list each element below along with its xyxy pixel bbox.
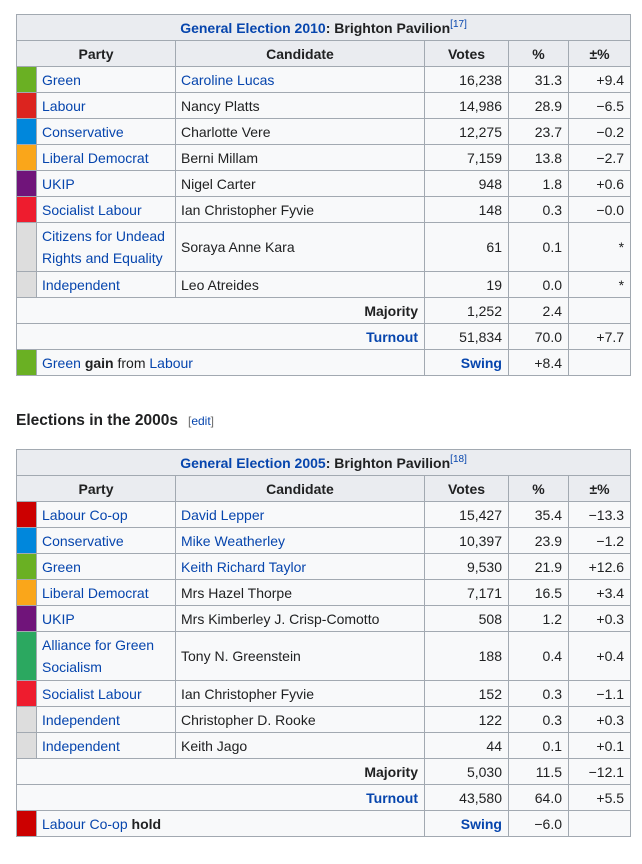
turnout-percent: 64.0	[509, 785, 569, 811]
party-link[interactable]: Independent	[42, 737, 120, 754]
party-color-swatch	[17, 145, 37, 171]
party-link[interactable]: Independent	[42, 276, 120, 293]
reference-link[interactable]: [17]	[450, 18, 467, 30]
party-link[interactable]: Independent	[42, 711, 120, 728]
edit-bracket-open: [	[187, 414, 192, 428]
party-color-swatch	[17, 119, 37, 145]
party-cell	[37, 681, 176, 707]
party-color-swatch	[17, 580, 37, 606]
candidate-row	[17, 528, 631, 554]
header-change: ±%	[569, 476, 631, 502]
change-cell: +9.4	[569, 67, 631, 93]
candidate-name: Mrs Kimberley J. Crisp-Comotto	[181, 610, 380, 627]
candidate-cell	[176, 707, 425, 733]
votes-cell: 148	[425, 197, 509, 223]
party-color-swatch	[17, 93, 37, 119]
result-word: gain	[84, 354, 114, 371]
party-cell	[37, 733, 176, 759]
party-color-swatch	[17, 554, 37, 580]
majority-label: Majority	[17, 298, 425, 324]
election-2010-table	[16, 14, 631, 376]
section-title: Elections in the 2000s	[16, 412, 178, 429]
party-link[interactable]: Conservative	[42, 123, 124, 140]
party-color-swatch	[17, 811, 37, 837]
candidate-cell	[176, 197, 425, 223]
party-color-swatch	[17, 171, 37, 197]
votes-cell: 10,397	[425, 528, 509, 554]
percent-cell: 0.1	[509, 223, 569, 272]
party-link[interactable]: Alliance for Green Socialism	[42, 637, 155, 675]
percent-cell: 16.5	[509, 580, 569, 606]
votes-cell: 12,275	[425, 119, 509, 145]
party-color-swatch	[17, 197, 37, 223]
candidate-name: Ian Christopher Fyvie	[181, 685, 315, 702]
candidate-name: Soraya Anne Kara	[181, 239, 295, 255]
turnout-change: +5.5	[569, 785, 631, 811]
turnout-votes: 43,580	[425, 785, 509, 811]
candidate-row	[17, 502, 631, 528]
party-cell	[37, 632, 176, 681]
party-link[interactable]: Labour	[42, 97, 86, 114]
result-row	[17, 350, 631, 376]
header-candidate: Candidate	[176, 41, 425, 67]
majority-votes: 1,252	[425, 298, 509, 324]
majority-percent: 11.5	[509, 759, 569, 785]
result-word: hold	[131, 815, 162, 832]
party-color-swatch	[17, 502, 37, 528]
turnout-link[interactable]: Turnout	[366, 328, 418, 345]
party-cell	[37, 272, 176, 298]
candidate-row	[17, 606, 631, 632]
section-heading	[16, 412, 214, 430]
result-party-link[interactable]: Labour Co-op	[42, 815, 128, 832]
result-row	[17, 811, 631, 837]
party-cell	[37, 67, 176, 93]
votes-cell: 122	[425, 707, 509, 733]
candidate-name: Berni Millam	[181, 149, 259, 166]
percent-cell: 13.8	[509, 145, 569, 171]
header-votes: Votes	[425, 476, 509, 502]
percent-cell: 0.4	[509, 632, 569, 681]
turnout-row	[17, 324, 631, 350]
party-cell	[37, 707, 176, 733]
party-cell	[37, 528, 176, 554]
candidate-cell	[176, 171, 425, 197]
candidate-cell	[176, 733, 425, 759]
majority-change	[569, 298, 631, 324]
votes-cell: 44	[425, 733, 509, 759]
change-cell: −2.7	[569, 145, 631, 171]
candidate-row	[17, 554, 631, 580]
change-cell: +0.3	[569, 606, 631, 632]
votes-cell: 9,530	[425, 554, 509, 580]
header-percent: %	[509, 476, 569, 502]
party-color-swatch	[17, 707, 37, 733]
change-cell: −0.2	[569, 119, 631, 145]
majority-row	[17, 298, 631, 324]
percent-cell: 1.8	[509, 171, 569, 197]
candidate-link[interactable]: Keith Richard Taylor	[181, 558, 307, 575]
percent-cell: 0.1	[509, 733, 569, 759]
percent-cell: 31.3	[509, 67, 569, 93]
party-cell	[37, 197, 176, 223]
candidate-row	[17, 93, 631, 119]
party-link[interactable]: Socialist Labour	[42, 685, 142, 702]
party-color-swatch	[17, 632, 37, 681]
caption-text: : Brighton Pavilion	[325, 19, 451, 36]
party-color-swatch	[17, 223, 37, 272]
votes-cell: 16,238	[425, 67, 509, 93]
candidate-cell	[176, 119, 425, 145]
candidate-cell	[176, 606, 425, 632]
candidate-row	[17, 632, 631, 681]
candidate-cell	[176, 681, 425, 707]
party-link[interactable]: UKIP	[42, 175, 75, 192]
candidate-cell	[176, 223, 425, 272]
swing-cell	[425, 811, 509, 837]
candidate-name: Tony N. Greenstein	[181, 648, 301, 664]
candidate-row	[17, 145, 631, 171]
header-row	[17, 41, 631, 67]
candidate-link[interactable]: Caroline Lucas	[181, 71, 275, 88]
candidate-name: Ian Christopher Fyvie	[181, 201, 315, 218]
party-cell	[37, 554, 176, 580]
candidate-row	[17, 223, 631, 272]
party-link[interactable]: Liberal Democrat	[42, 149, 149, 166]
party-link[interactable]: Socialist Labour	[42, 201, 142, 218]
party-cell	[37, 606, 176, 632]
majority-votes: 5,030	[425, 759, 509, 785]
party-link[interactable]: Citizens for Undead Rights and Equality	[42, 228, 165, 266]
header-change: ±%	[569, 41, 631, 67]
swing-empty	[569, 811, 631, 837]
candidate-row	[17, 272, 631, 298]
edit-link[interactable]: edit	[191, 414, 211, 428]
votes-cell: 508	[425, 606, 509, 632]
change-cell: −1.1	[569, 681, 631, 707]
swing-empty	[569, 350, 631, 376]
candidate-cell	[176, 528, 425, 554]
candidate-cell	[176, 93, 425, 119]
change-cell: +3.4	[569, 580, 631, 606]
candidate-cell	[176, 502, 425, 528]
swing-link[interactable]: Swing	[460, 354, 502, 371]
candidate-link[interactable]: David Lepper	[181, 506, 265, 523]
candidate-cell	[176, 632, 425, 681]
caption-link[interactable]: General Election 2005	[180, 454, 326, 471]
percent-cell: 0.3	[509, 197, 569, 223]
candidate-name: Mrs Hazel Thorpe	[181, 584, 293, 601]
party-link[interactable]: Liberal Democrat	[42, 584, 149, 601]
header-party: Party	[17, 476, 176, 502]
party-color-swatch	[17, 681, 37, 707]
result-cell	[37, 350, 425, 376]
party-link[interactable]: Conservative	[42, 532, 124, 549]
change-cell: *	[569, 223, 631, 272]
percent-cell: 28.9	[509, 93, 569, 119]
swing-cell	[425, 350, 509, 376]
party-color-swatch	[17, 272, 37, 298]
table-caption	[17, 450, 631, 476]
party-color-swatch	[17, 606, 37, 632]
change-cell: +12.6	[569, 554, 631, 580]
votes-cell: 19	[425, 272, 509, 298]
candidate-cell	[176, 67, 425, 93]
votes-cell: 61	[425, 223, 509, 272]
turnout-percent: 70.0	[509, 324, 569, 350]
votes-cell: 152	[425, 681, 509, 707]
majority-label: Majority	[17, 759, 425, 785]
party-color-swatch	[17, 733, 37, 759]
party-cell	[37, 223, 176, 272]
candidate-link[interactable]: Mike Weatherley	[181, 532, 286, 549]
turnout-link[interactable]: Turnout	[366, 789, 418, 806]
votes-cell: 188	[425, 632, 509, 681]
header-row	[17, 476, 631, 502]
change-cell: −6.5	[569, 93, 631, 119]
party-cell	[37, 171, 176, 197]
party-link[interactable]: UKIP	[42, 610, 75, 627]
candidate-cell	[176, 272, 425, 298]
swing-value: +8.4	[509, 350, 569, 376]
candidate-row	[17, 197, 631, 223]
votes-cell: 7,171	[425, 580, 509, 606]
change-cell: −13.3	[569, 502, 631, 528]
turnout-votes: 51,834	[425, 324, 509, 350]
candidate-row	[17, 67, 631, 93]
header-candidate: Candidate	[176, 476, 425, 502]
reference-link[interactable]: [18]	[450, 453, 467, 465]
party-cell	[37, 145, 176, 171]
party-cell	[37, 93, 176, 119]
result-from-party-link[interactable]: Labour	[149, 354, 193, 371]
candidate-cell	[176, 554, 425, 580]
percent-cell: 0.3	[509, 707, 569, 733]
turnout-change: +7.7	[569, 324, 631, 350]
votes-cell: 7,159	[425, 145, 509, 171]
candidate-row	[17, 119, 631, 145]
turnout-row	[17, 785, 631, 811]
percent-cell: 0.0	[509, 272, 569, 298]
election-2005-table	[16, 449, 631, 837]
change-cell: +0.3	[569, 707, 631, 733]
votes-cell: 948	[425, 171, 509, 197]
candidate-name: Nigel Carter	[181, 175, 256, 192]
turnout-cell	[17, 324, 425, 350]
turnout-cell	[17, 785, 425, 811]
candidate-row	[17, 707, 631, 733]
votes-cell: 14,986	[425, 93, 509, 119]
candidate-row	[17, 171, 631, 197]
candidate-cell	[176, 580, 425, 606]
majority-row	[17, 759, 631, 785]
party-color-swatch	[17, 528, 37, 554]
swing-link[interactable]: Swing	[460, 815, 502, 832]
result-party-link[interactable]: Green	[42, 354, 81, 371]
candidate-row	[17, 580, 631, 606]
result-from-text: from	[117, 354, 146, 371]
change-cell: −1.2	[569, 528, 631, 554]
table-caption	[17, 15, 631, 41]
edit-bracket-close: ]	[210, 414, 215, 428]
votes-cell: 15,427	[425, 502, 509, 528]
candidate-name: Christopher D. Rooke	[181, 711, 316, 728]
majority-percent: 2.4	[509, 298, 569, 324]
change-cell: +0.1	[569, 733, 631, 759]
party-cell	[37, 119, 176, 145]
party-link[interactable]: Labour Co-op	[42, 506, 128, 523]
candidate-cell	[176, 145, 425, 171]
party-color-swatch	[17, 67, 37, 93]
percent-cell: 21.9	[509, 554, 569, 580]
candidate-name: Leo Atreides	[181, 276, 259, 293]
percent-cell: 23.7	[509, 119, 569, 145]
party-link[interactable]: Green	[42, 71, 81, 88]
percent-cell: 35.4	[509, 502, 569, 528]
swing-value: −6.0	[509, 811, 569, 837]
candidate-row	[17, 681, 631, 707]
header-votes: Votes	[425, 41, 509, 67]
percent-cell: 0.3	[509, 681, 569, 707]
change-cell: −0.0	[569, 197, 631, 223]
party-link[interactable]: Green	[42, 558, 81, 575]
party-cell	[37, 580, 176, 606]
majority-change: −12.1	[569, 759, 631, 785]
change-cell: +0.6	[569, 171, 631, 197]
percent-cell: 23.9	[509, 528, 569, 554]
candidate-name: Keith Jago	[181, 737, 248, 754]
party-color-swatch	[17, 350, 37, 376]
party-cell	[37, 502, 176, 528]
header-party: Party	[17, 41, 176, 67]
change-cell: +0.4	[569, 632, 631, 681]
candidate-row	[17, 733, 631, 759]
change-cell: *	[569, 272, 631, 298]
percent-cell: 1.2	[509, 606, 569, 632]
caption-text: : Brighton Pavilion	[325, 454, 451, 471]
candidate-name: Nancy Platts	[181, 97, 260, 114]
caption-link[interactable]: General Election 2010	[180, 19, 326, 36]
candidate-name: Charlotte Vere	[181, 123, 271, 140]
header-percent: %	[509, 41, 569, 67]
result-cell	[37, 811, 425, 837]
